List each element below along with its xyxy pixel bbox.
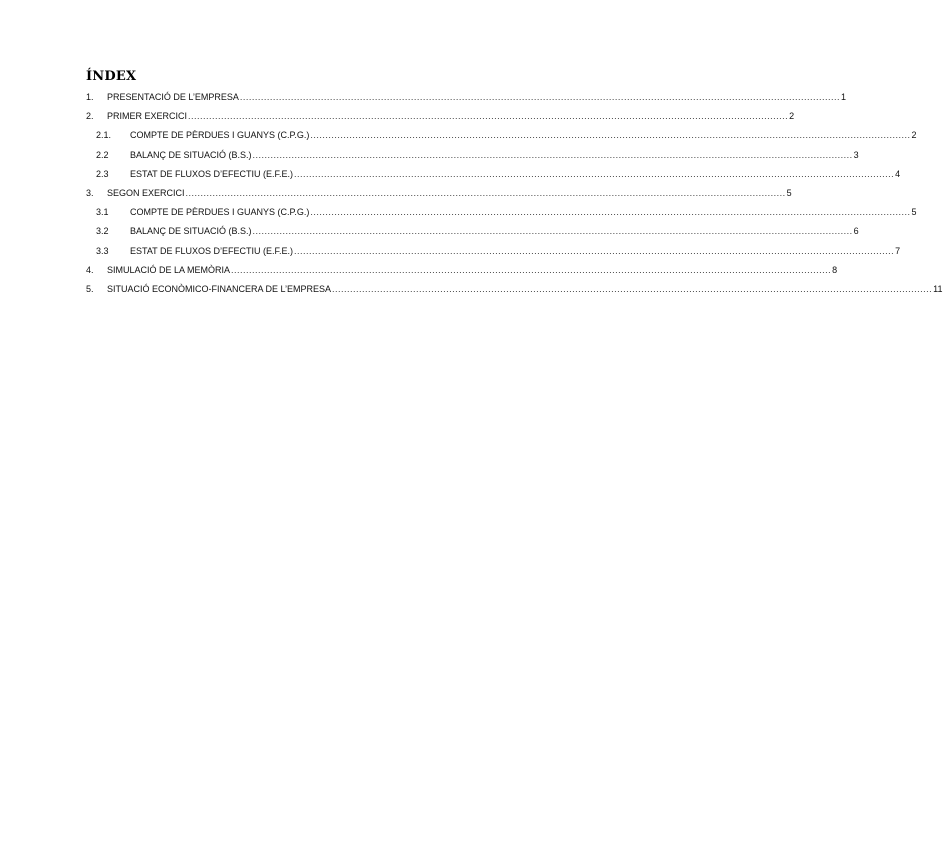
toc-dot-leader: ........................................................................................................................................................................................................ <box>188 111 789 122</box>
toc-entry-page: 6 <box>853 226 859 237</box>
toc-entry[interactable] <box>86 126 917 145</box>
toc-entry-label: SEGON EXERCICI <box>107 187 185 198</box>
toc-title: ÍNDEX <box>86 69 137 84</box>
toc-entry-page: 2 <box>789 111 795 122</box>
toc-entry-number: 3.3 <box>96 245 109 256</box>
toc-entry-label: BALANÇ DE SITUACIÓ (B.S.) <box>130 226 252 237</box>
toc-dot-leader: ........................................................................................................................................................................................................ <box>332 283 933 294</box>
toc-entry[interactable] <box>86 107 795 126</box>
toc-entry[interactable] <box>86 146 859 165</box>
toc-dot-leader: ........................................................................................................................................................................................................ <box>252 226 853 237</box>
toc-dot-leader: ........................................................................................................................................................................................................ <box>310 130 911 141</box>
toc-entry-label: PRIMER EXERCICI <box>107 111 188 122</box>
toc-entry-number: 2.1. <box>96 130 112 141</box>
toc-entry-page: 5 <box>786 187 792 198</box>
toc-entry-number: 2. <box>86 111 94 122</box>
toc-entry-label: ESTAT DE FLUXOS D’EFECTIU (E.F.E.) <box>130 245 294 256</box>
toc-entry-label: COMPTE DE PÈRDUES I GUANYS (C.P.G.) <box>130 130 310 141</box>
toc-entry[interactable] <box>86 203 917 222</box>
toc-entry-number: 2.3 <box>96 168 109 179</box>
toc-entry-page: 11 <box>933 283 943 294</box>
toc-dot-leader: ........................................................................................................................................................................................................ <box>231 264 832 275</box>
toc-dot-leader: ........................................................................................................................................................................................................ <box>185 187 786 198</box>
toc-entry-label: SITUACIÓ ECONÒMICO-FINANCERA DE L’EMPRESA <box>107 283 332 294</box>
toc-entry[interactable] <box>86 165 901 184</box>
toc-entry-number: 3. <box>86 187 94 198</box>
toc-entry-page: 3 <box>853 149 859 160</box>
toc-dot-leader: ........................................................................................................................................................................................................ <box>294 168 895 179</box>
toc-entry-page: 5 <box>911 207 917 218</box>
toc-dot-leader: ........................................................................................................................................................................................................ <box>239 92 840 102</box>
toc-entry-page: 7 <box>895 245 901 256</box>
toc-entry-number: 5. <box>86 283 94 294</box>
toc-entry-number: 3.1 <box>96 207 109 218</box>
toc-entry[interactable] <box>86 261 838 280</box>
toc-dot-leader: ........................................................................................................................................................................................................ <box>310 207 911 218</box>
toc-dot-leader: ........................................................................................................................................................................................................ <box>294 245 895 256</box>
toc-entry-label: BALANÇ DE SITUACIÓ (B.S.) <box>130 149 252 160</box>
toc-dot-leader: ........................................................................................................................................................................................................ <box>252 149 853 160</box>
toc-entry-page: 2 <box>911 130 917 141</box>
toc-entry-page: 4 <box>895 168 901 179</box>
toc-entry-label: PRESENTACIÓ DE L’EMPRESA <box>107 92 239 102</box>
toc-entry-number: 1. <box>86 92 94 102</box>
toc-entry-number: 2.2 <box>96 149 109 160</box>
toc-entry-label: COMPTE DE PÈRDUES I GUANYS (C.P.G.) <box>130 207 310 218</box>
table-of-contents <box>86 88 943 299</box>
toc-entry[interactable] <box>86 280 943 299</box>
toc-entry[interactable] <box>86 88 846 107</box>
toc-entry-label: SIMULACIÓ DE LA MEMÒRIA <box>107 264 231 275</box>
toc-entry-label: ESTAT DE FLUXOS D’EFECTIU (E.F.E.) <box>130 168 294 179</box>
toc-entry[interactable] <box>86 222 859 241</box>
toc-entry[interactable] <box>86 242 901 261</box>
toc-entry-page: 8 <box>832 264 838 275</box>
toc-entry[interactable] <box>86 184 792 203</box>
toc-entry-page: 1 <box>840 92 846 102</box>
toc-entry-number: 4. <box>86 264 94 275</box>
toc-entry-number: 3.2 <box>96 226 109 237</box>
